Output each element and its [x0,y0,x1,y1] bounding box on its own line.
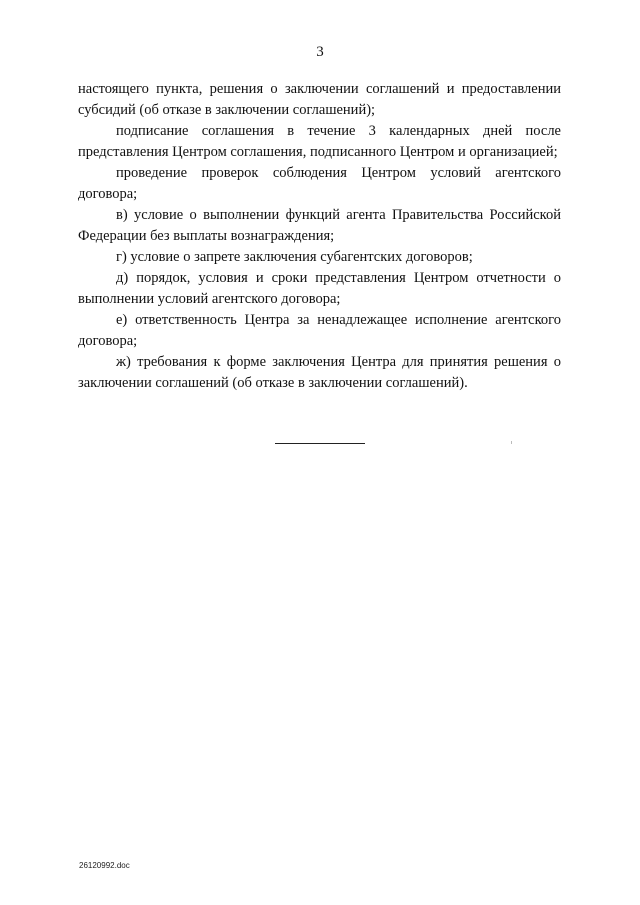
paragraph-item-zh: ж) требования к форме заключения Центра для принятия решения о заключении соглашений (об отказе в заключении соглашений). [78,354,561,391]
page-number: 3 [316,44,324,60]
paragraph-continuation: настоящего пункта, решения о заключении соглашений и предоставлении субсидий (об отказе в заключении соглашений); [78,81,561,118]
scan-speck [511,441,512,444]
paragraph-item-g: г) условие о запрете заключения субагентских договоров; [116,249,473,265]
paragraph-item-d: д) порядок, условия и сроки представления Центром отчетности о выполнении условий агентского договора; [78,270,561,307]
document-body [78,79,561,394]
end-of-text-rule [275,443,365,444]
paragraph-item-e: е) ответственность Центра за ненадлежащее исполнение агентского договора; [78,312,561,349]
file-reference: 26120992.doc [79,861,130,870]
paragraph-inspections: проведение проверок соблюдения Центром условий агентского договора; [78,165,561,202]
paragraph-item-v: в) условие о выполнении функций агента Правительства Российской Федерации без выплаты вознаграждения; [78,207,561,244]
paragraph-signing: подписание соглашения в течение 3 календарных дней после представления Центром соглашения, подписанного Центром и организацией; [78,123,561,160]
